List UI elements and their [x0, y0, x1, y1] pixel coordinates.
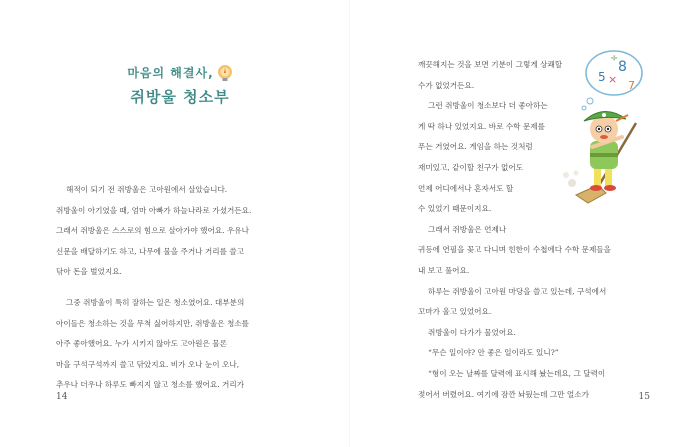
text-line: 아이들은 청소하는 것을 무척 싫어하지만, 쥐방울은 청소를: [56, 318, 249, 328]
math-symbol: 8: [618, 59, 627, 75]
text-line: 젖어서 버렸어요. 여기에 잠깐 놔뒀는데 그만 얼소가: [418, 389, 589, 399]
right-page: [350, 0, 700, 447]
page-number: 15: [638, 392, 650, 402]
text-line: 신문을 배달하기도 하고, 나무에 물을 주거나 거리를 쓸고: [56, 246, 245, 256]
chapter-subtitle: [127, 64, 232, 82]
text-line: 추우나 더우나 하루도 빠지지 않고 청소를 했어요. 거리가: [56, 380, 245, 390]
text-line: 그런 쥐방울이 청소보다 더 좋아하는: [428, 101, 548, 111]
left-body-text: [56, 180, 296, 396]
text-line: “무슨 일이야? 안 좋은 일이라도 있니?”: [428, 348, 559, 358]
math-thought-bubble: [582, 51, 642, 110]
text-line: 귀등에 연필을 꽂고 다니며 힌한이 수첩에다 수학 문제들을: [418, 245, 611, 255]
text-line: 재미있고, 같이할 친구가 없어도: [418, 162, 524, 172]
text-line: 언제 어디에서나 혼자서도 할: [418, 183, 514, 193]
text-line: 그중 쥐방울이 특히 잘하는 일은 청소였어요. 대부분의: [66, 297, 245, 307]
text-line: 게 딱 하나 있었지요. 바로 수학 문제를: [418, 121, 545, 131]
chapter-subtitle-text: 마음의 해결사,: [127, 66, 214, 80]
text-line: 푸는 거였어요. 게임을 하는 것처럼: [418, 142, 533, 152]
chapter-header: [120, 62, 240, 107]
math-symbol: ×: [608, 73, 618, 86]
text-line: 깨끗해지는 것을 보면 기분이 그렇게 상쾌할: [418, 60, 563, 69]
text-line: 하루는 쥐방울이 고아원 마당을 쓸고 있는데, 구석에서: [428, 286, 607, 296]
math-symbol: 7: [628, 79, 635, 92]
text-line: 쥐방울이 아기였을 때, 엄마 아빠가 하늘나라로 가셨거든요.: [56, 205, 252, 215]
text-line: 꼬마가 울고 있었어요.: [418, 307, 492, 317]
lightbulb-icon: [217, 64, 233, 82]
math-symbol: 5: [598, 70, 606, 84]
text-line: 아주 좋아했어요. 누가 시키지 않아도 고아원은 물론: [56, 339, 227, 349]
text-line: “형이 오는 날짜를 달력에 표시해 놨는데요, 그 달력이: [428, 368, 606, 378]
math-symbol: ÷: [610, 53, 619, 64]
text-line: 닦아 돈을 벌었지요.: [56, 267, 122, 277]
text-line: 해적이 되기 전 쥐방울은 고아원에서 살았습니다.: [66, 185, 228, 194]
text-line: 그래서 쥐방울은 스스로의 힘으로 살아가야 했어요. 우유나: [56, 226, 249, 236]
page-number: 14: [56, 392, 68, 402]
text-line: 수 있었기 때문이지요.: [418, 204, 492, 214]
pirate-sweeping-illustration: [536, 45, 646, 205]
text-line: 마을 구석구석까지 쓸고 닦았지요. 비가 오나 눈이 오나,: [56, 359, 240, 369]
text-line: 내 보고 풀어요.: [418, 265, 470, 275]
text-line: 그래서 쥐방울은 언제나: [428, 224, 507, 234]
chapter-title: 쥐방울 청소부: [130, 87, 230, 106]
text-line: 수가 없었거든요.: [418, 80, 475, 90]
text-line: 쥐방울이 다가가 물었어요.: [428, 327, 516, 337]
